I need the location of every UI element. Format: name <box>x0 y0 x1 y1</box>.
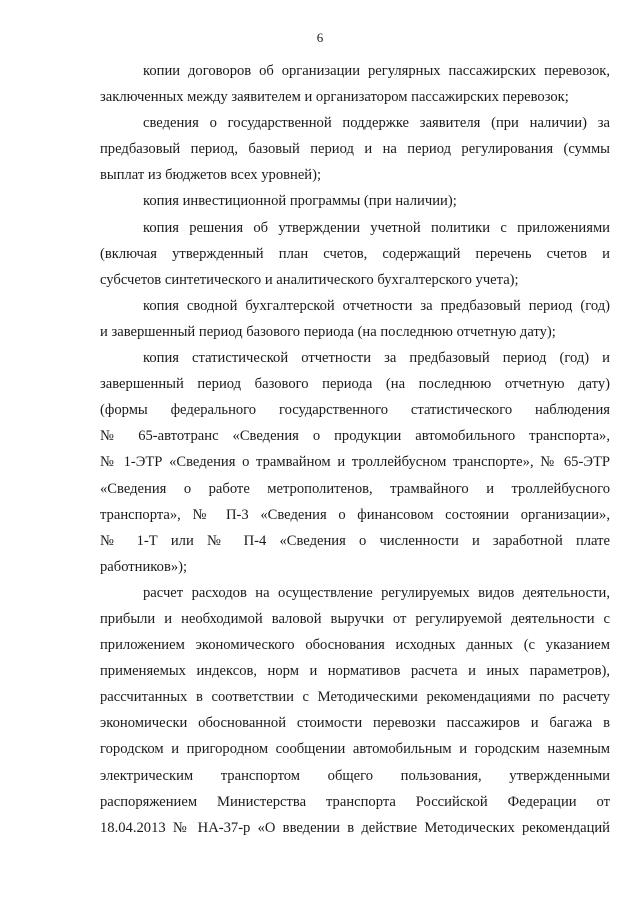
text-line: копия сводной бухгалтерской отчетности за предбазовый период (год) <box>143 297 610 314</box>
text-line: копия инвестиционной программы (при наличии); <box>143 193 457 210</box>
text-line: № 1-ЭТР «Сведения о трамвайном и троллейбусном транспорте», № 65-ЭТР <box>100 454 610 471</box>
text-line: применяемых индексов, норм и нормативов расчета и иных параметров), <box>100 663 610 680</box>
text-line: выплат из бюджетов всех уровней); <box>100 167 322 184</box>
paragraph <box>100 110 610 188</box>
paragraph <box>100 188 610 214</box>
text-line: расчет расходов на осуществление регулируемых видов деятельности, <box>143 584 610 601</box>
text-line: приложением экономического обоснования исходных данных (с указанием <box>100 637 610 654</box>
text-line: (включая утвержденный план счетов, содержащий перечень счетов и <box>100 245 610 262</box>
document-body <box>100 58 610 841</box>
text-line: № 65-автотранс «Сведения о продукции автомобильного транспорта», <box>100 428 610 445</box>
text-line: экономически обоснованной стоимости перевозки пассажиров и багажа в <box>100 715 610 732</box>
text-line: прибыли и необходимой валовой выручки от регулируемой деятельности с <box>100 610 610 627</box>
text-line: «Сведения о работе метрополитенов, трамвайного и троллейбусного <box>100 480 610 497</box>
text-line: копия статистической отчетности за предбазовый период (год) и <box>143 350 610 367</box>
text-line: распоряжением Министерства транспорта Российской Федерации от <box>100 793 610 810</box>
text-line: сведения о государственной поддержке заявителя (при наличии) за <box>143 115 610 132</box>
text-line: заключенных между заявителем и организатором пассажирских перевозок; <box>100 89 569 106</box>
text-line: (формы федерального государственного статистического наблюдения <box>100 402 610 419</box>
text-line: рассчитанных в соответствии с Методическими рекомендациями по расчету <box>100 689 610 706</box>
paragraph <box>100 293 610 345</box>
paragraph <box>100 345 610 580</box>
text-line: работников»); <box>100 558 188 575</box>
text-line: электрическим транспортом общего пользования, утвержденными <box>100 767 610 784</box>
page-number: 6 <box>316 30 324 45</box>
text-line: копии договоров об организации регулярных пассажирских перевозок, <box>143 63 610 79</box>
text-line: № 1-Т или № П-4 «Сведения о численности и заработной плате <box>100 532 610 549</box>
paragraph <box>100 215 610 293</box>
paragraph <box>100 58 610 110</box>
text-line: копия решения об утверждении учетной политики с приложениями <box>143 219 610 236</box>
text-line: транспорта», № П-3 «Сведения о финансовом состоянии организации», <box>100 506 610 523</box>
text-line: и завершенный период базового периода (на последнюю отчетную дату); <box>100 323 556 340</box>
text-line: предбазовый период, базовый период и на период регулирования (суммы <box>100 141 610 158</box>
text-line: городском и пригородном сообщении автомобильным и городским наземным <box>100 741 610 758</box>
text-line: завершенный период базового периода (на последнюю отчетную дату) <box>100 376 610 393</box>
paragraph <box>100 580 610 841</box>
text-line: 18.04.2013 № НА-37-р «О введении в действие Методических рекомендаций <box>100 819 610 836</box>
text-line: субсчетов синтетического и аналитического бухгалтерского учета); <box>100 271 519 288</box>
